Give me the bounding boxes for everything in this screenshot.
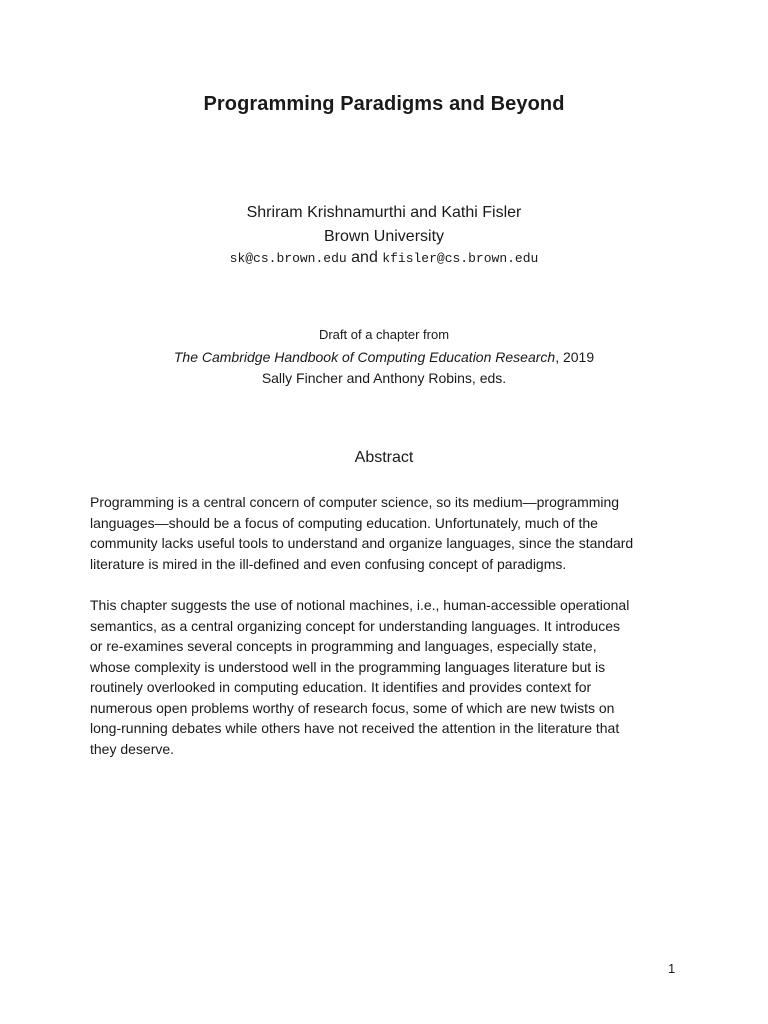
abstract-paragraph-2: [90, 595, 690, 759]
handbook-year: , 2019: [555, 349, 595, 365]
abstract-heading: Abstract: [354, 449, 414, 466]
handbook-title: The Cambridge Handbook of Computing Education Research: [173, 349, 556, 365]
abstract-paragraph-1: [90, 492, 690, 574]
handbook-citation: [0, 346, 768, 368]
editors-line: Sally Fincher and Anthony Robins, eds.: [261, 370, 507, 386]
paragraph-line: This chapter suggests the use of notional machines, i.e., human-accessible operational: [90, 597, 630, 613]
author-emails: [0, 249, 768, 267]
paragraph-line: they deserve.: [90, 740, 175, 757]
author-names: Shriram Krishnamurthi and Kathi Fisler: [246, 204, 522, 221]
paragraph-line: semantics, as a central organizing concept for understanding languages. It introduces: [90, 617, 620, 634]
paragraph-line: languages—should be a focus of computing education. Unfortunately, much of the: [90, 514, 598, 531]
paragraph-line: Programming is a central concern of computer science, so its medium—programming: [90, 494, 620, 510]
email-1: sk@cs.brown.edu: [229, 251, 347, 266]
paragraph-line: whose complexity is understood well in the programming languages literature but is: [90, 658, 606, 675]
draft-line: Draft of a chapter from: [318, 327, 450, 342]
paragraph-line: routinely overlooked in computing education. It identifies and provides context for: [90, 679, 592, 695]
author-affiliation: Brown University: [323, 228, 445, 245]
paragraph-line: or re-examines several concepts in programming and languages, especially state,: [90, 638, 597, 654]
page-number: 1: [668, 961, 676, 976]
paragraph-line: community lacks useful tools to understand and organize languages, since the standard: [90, 535, 634, 551]
paragraph-line: long-running debates while others have not received the attention in the literature that: [90, 720, 620, 736]
email-2: kfisler@cs.brown.edu: [382, 251, 539, 266]
author-block: [0, 201, 768, 249]
draft-notice: [0, 327, 768, 388]
page-title: Programming Paradigms and Beyond: [203, 93, 565, 115]
paragraph-line: numerous open problems worthy of research focus, some of which are new twists on: [90, 699, 615, 716]
paragraph-line: literature is mired in the ill-defined and even confusing concept of paradigms.: [90, 555, 567, 572]
email-connector: and: [351, 249, 378, 266]
